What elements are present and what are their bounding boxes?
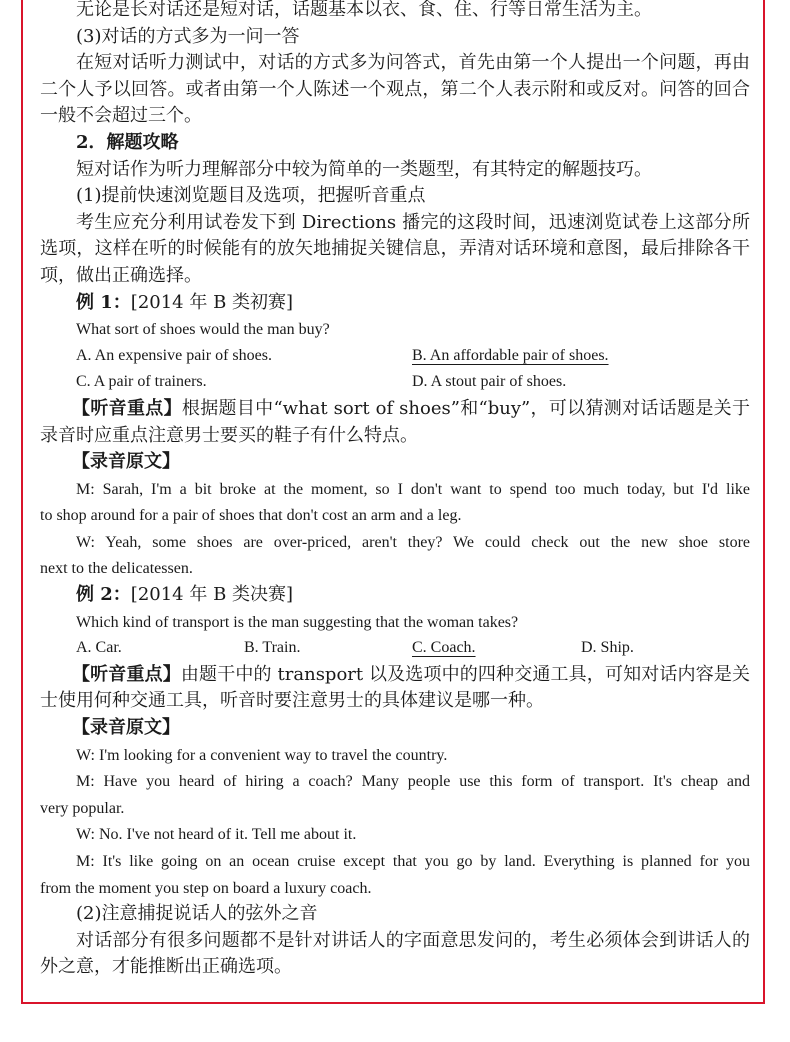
option: D. A stout pair of shoes. [412, 373, 567, 391]
line-text: What sort of shoes would the man buy? [76, 321, 330, 339]
line-text: next to the delicatessen. [40, 560, 193, 578]
text-line [40, 875, 750, 902]
answer-options [40, 343, 750, 370]
line-text: 短对话作为听力理解部分中较为简单的一类题型，有其特定的解题技巧。 [76, 158, 652, 180]
line-text: (2)注意捕捉说话人的弦外之音 [76, 903, 318, 925]
text-line [40, 316, 750, 343]
text-line [40, 236, 750, 263]
text-line [40, 954, 750, 981]
text-line [40, 263, 750, 290]
section-label: 例 2： [76, 584, 131, 606]
line-text: (3)对话的方式多为一问一答 [76, 25, 300, 47]
text-line [40, 742, 750, 769]
text-line [40, 609, 750, 636]
line-text: 二个人予以回答。或者由第一个人陈述一个观点，第二个人表示附和或反对。问答的回合 [40, 78, 750, 100]
text-line [40, 130, 750, 157]
line-text: M: Have you heard of hiring a coach? Many people use this form of transport. It's cheap and [76, 773, 750, 791]
line-text: W: Yeah, some shoes are over-priced, aren't they? We could check out the new shoe store [76, 533, 750, 551]
line-text: 考生应充分利用试卷发下到 Directions 播完的这段时间，迅速浏览试卷上这部分所 [76, 211, 750, 233]
option: B. Train. [244, 639, 301, 657]
text-line [40, 582, 750, 609]
text-line [40, 928, 750, 955]
correct-option: C. Coach. [412, 639, 476, 657]
text-line [40, 662, 750, 689]
line-text: 一般不会超过三个。 [40, 105, 202, 127]
text-line [40, 290, 750, 317]
line-text: 在短对话听力测试中，对话的方式多为问答式，首先由第一个人提出一个问题，再由 [76, 52, 750, 74]
line-text: 项，做出正确选择。 [40, 264, 202, 286]
text-line [40, 688, 750, 715]
text-line [40, 210, 750, 237]
line-text: M: It's like going on an ocean cruise except that you go by land. Everything is planned for you [76, 853, 750, 870]
option: D. Ship. [581, 639, 634, 657]
section-label: 【听音重点】 [72, 663, 181, 685]
text-line [40, 77, 750, 104]
line-text: 士使用何种交通工具，听音时要注意男士的具体建议是哪一种。 [40, 690, 544, 712]
section-label: 例 1： [76, 291, 131, 313]
document-body [40, 0, 750, 981]
text-line [40, 24, 750, 51]
line-text: W: I'm looking for a convenient way to travel the country. [76, 746, 448, 764]
text-line [40, 821, 750, 848]
line-text: to shop around for a pair of shoes that don't cost an arm and a leg. [40, 507, 462, 525]
text-line [40, 555, 750, 582]
text-line [40, 848, 750, 875]
line-text: from the moment you step on board a luxury coach. [40, 879, 372, 897]
text-line [40, 103, 750, 130]
text-line [40, 396, 750, 423]
text-line [40, 183, 750, 210]
text-line [40, 0, 750, 24]
text-line [40, 795, 750, 822]
text-line [40, 715, 750, 742]
answer-options [40, 635, 750, 662]
option: A. Car. [76, 639, 122, 657]
text-line [40, 502, 750, 529]
text-line [40, 476, 750, 503]
text-line [40, 449, 750, 476]
section-label: 【听音重点】 [72, 397, 182, 419]
line-text: 无论是长对话还是短对话，话题基本以衣、食、住、行等日常生活为主。 [76, 0, 652, 20]
line-text: [2014 年 B 类决赛] [130, 584, 294, 606]
line-text: [2014 年 B 类初赛] [130, 291, 294, 313]
line-text: 选项，这样在听的时候能有的放矢地捕捉关键信息，弄清对话环境和意图，最后排除各干 [40, 238, 750, 260]
line-text: 对话部分有很多问题都不是针对讲话人的字面意思发问的，考生必须体会到讲话人的 [76, 929, 750, 951]
section-label: 【录音原文】 [72, 717, 180, 739]
line-text: 外之意，才能推断出正确选项。 [40, 956, 292, 978]
line-text: 根据题目中“what sort of shoes”和“buy”，可以猜测对话话题是关于 [181, 397, 750, 419]
line-text: Which kind of transport is the man suggesting that the woman takes? [76, 613, 519, 631]
correct-option: B. An affordable pair of shoes. [412, 346, 609, 364]
answer-options [40, 369, 750, 396]
option: C. A pair of trainers. [76, 373, 207, 391]
option: A. An expensive pair of shoes. [76, 346, 272, 364]
section-label: 2．解题攻略 [76, 131, 179, 153]
line-text: W: No. I've not heard of it. Tell me about it. [76, 826, 357, 844]
section-label: 【录音原文】 [72, 451, 180, 473]
text-line [40, 157, 750, 184]
line-text: 由题干中的 transport 以及选项中的四种交通工具，可知对话内容是关 [180, 663, 750, 685]
text-line [40, 423, 750, 450]
line-text: M: Sarah, I'm a bit broke at the moment, so I don't want to spend too much today, but I'd like [76, 480, 750, 498]
line-text: very popular. [40, 799, 125, 817]
line-text: 录音时应重点注意男士要买的鞋子有什么特点。 [40, 424, 418, 446]
line-text: (1)提前快速浏览题目及选项，把握听音重点 [76, 185, 426, 207]
text-line [40, 901, 750, 928]
text-line [40, 529, 750, 556]
text-line [40, 768, 750, 795]
text-line [40, 50, 750, 77]
